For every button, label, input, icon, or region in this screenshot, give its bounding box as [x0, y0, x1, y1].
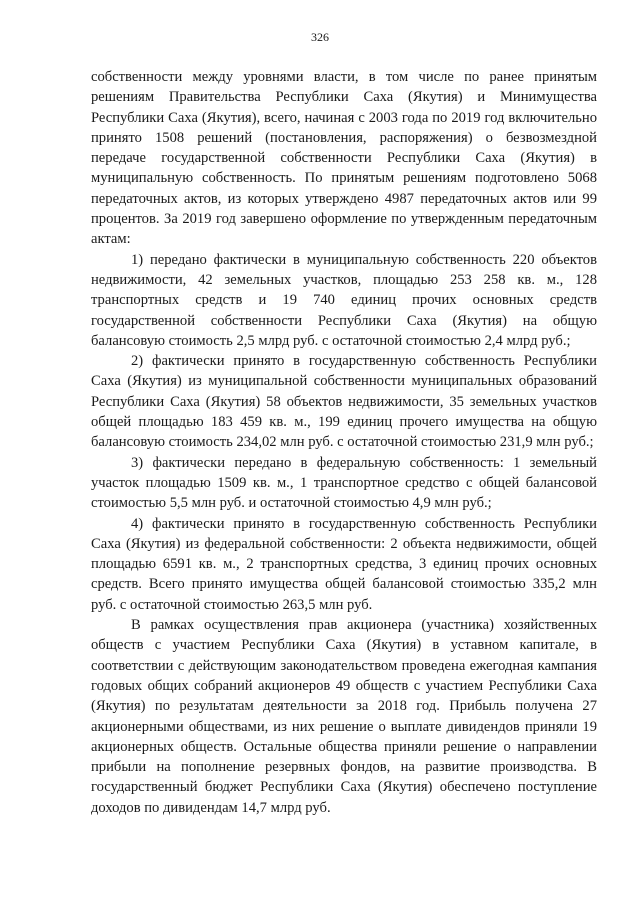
- page-number: 326: [311, 30, 329, 44]
- paragraph-shareholder-rights: В рамках осуществления прав акционера (участника) хозяйственных обществ с участием Республики Саха (Якутия) в уставном капитале, в соответствии с действующим законодательством проведена ежегодная кампания годовых общих собраний акционеров 49 обществ с участием Республики Саха (Якутия) по результатам деятельности за 2018 год. Прибыль получена 27 акционерными обществами, из них решение о выплате дивидендов приняли 19 акционерных обществ. Остальные общества приняли решение о направлении прибыли на пополнение резервных фондов, на развитие производства. В государственный бюджет Республики Саха (Якутия) обеспечено поступление доходов по дивидендам 14,7 млрд руб.: [91, 617, 597, 816]
- list-item-1: 1) передано фактически в муниципальную собственность 220 объектов недвижимости, 42 земельных участков, площадью 253 258 кв. м., 128 транспортных средств и 19 740 единиц прочих основных средств государственной собственности Республики Саха (Якутия) на общую балансовую стоимость 2,5 млрд руб. с остаточной стоимостью 2,4 млрд руб.;: [91, 251, 597, 349]
- document-body: [91, 67, 597, 818]
- list-item-4: 4) фактически принято в государственную собственность Республики Саха (Якутия) из федеральной собственности: 2 объекта недвижимости, общей площадью 6591 кв. м., 2 транспортных средства, 3 единиц прочих основных средств. Всего принято имущества общей балансовой стоимостью 335,2 млн руб. с остаточной стоимостью 263,5 млн руб.: [91, 515, 597, 613]
- paragraph-continuation: собственности между уровнями власти, в том числе по ранее принятым решениям Правительства Республики Саха (Якутия) и Минимущества Республики Саха (Якутия), всего, начиная с 2003 года по 2019 год включительно принято 1508 решений (постановления, распоряжения) о безвозмездной передаче государственной собственности Республики Саха (Якутия) в муниципальную собственность. По принятым решениям подготовлено 5068 передаточных актов, из которых утверждено 4987 передаточных актов или 99 процентов. За 2019 год завершено оформление по утвержденным передаточным актам:: [91, 69, 597, 248]
- list-item-3: 3) фактически передано в федеральную собственность: 1 земельный участок площадью 1509 кв. м., 1 транспортное средство с общей балансовой стоимостью 5,5 млн руб. и остаточной стоимостью 4,9 млн руб.;: [91, 454, 597, 512]
- list-item-2: 2) фактически принято в государственную собственность Республики Саха (Якутия) из муниципальной собственности муниципальных образований Республики Саха (Якутия) 58 объектов недвижимости, 35 земельных участков общей площадью 183 459 кв. м., 199 единиц прочего имущества на общую балансовую стоимость 234,02 млн руб. с остаточной стоимостью 231,9 млн руб.;: [91, 353, 597, 451]
